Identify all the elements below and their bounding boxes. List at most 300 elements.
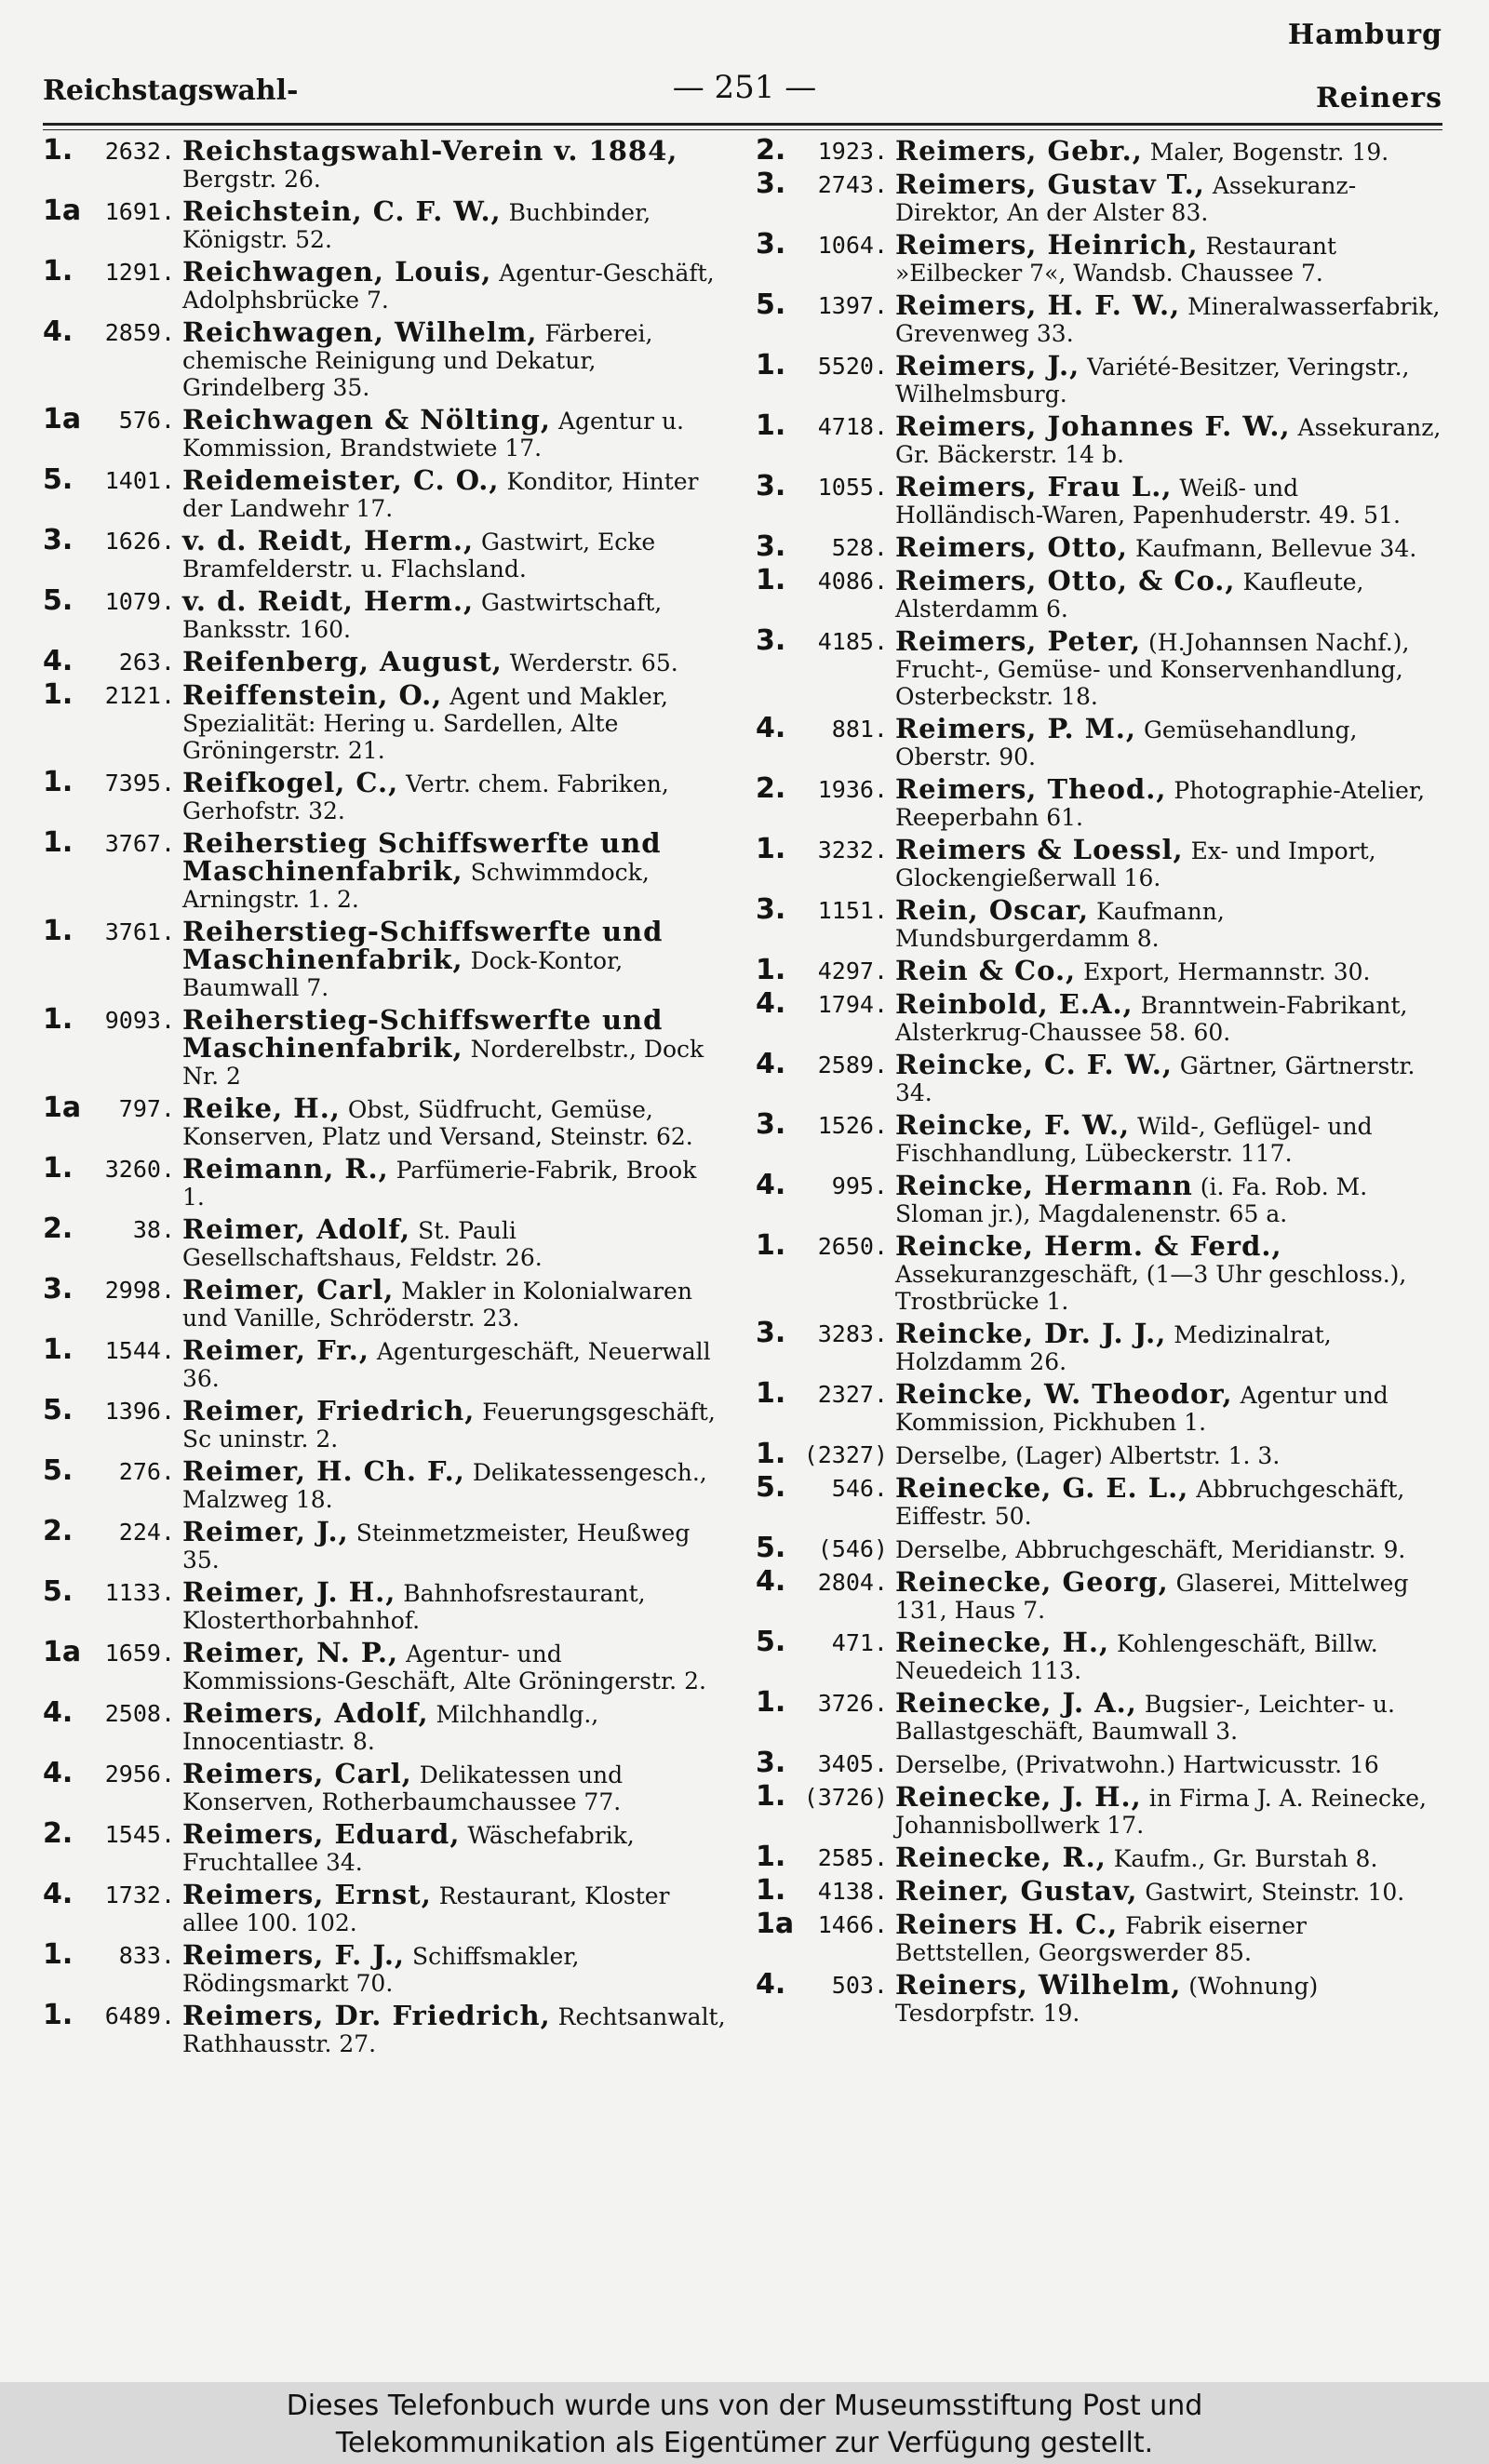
entry-name: Reiners, Wilhelm,: [895, 1969, 1182, 2001]
entry-number: 1151.: [817, 897, 888, 924]
directory-entry: [756, 1377, 1444, 1436]
entry-details: Färberei, chemische Reinigung und Dekatur, Grindelberg 35.: [182, 320, 653, 401]
directory-entry: [43, 1817, 726, 1876]
directory-entry: [43, 1999, 726, 2057]
entry-name: Reimer, J.,: [182, 1516, 349, 1547]
header-rule-thin: [43, 129, 1442, 130]
directory-entry: [756, 1532, 1444, 1564]
directory-entry: [43, 1636, 726, 1694]
entry-number: 1396.: [104, 1398, 175, 1425]
entry-name: Reimers, H. F. W.,: [895, 289, 1181, 321]
entry-name: Reike, H.,: [182, 1092, 341, 1124]
directory-entry: [756, 954, 1444, 986]
entry-number: 3726.: [817, 1690, 888, 1717]
entry-details: Fabrik eiserner Bettstellen, Georgswerder 85.: [895, 1912, 1307, 1966]
directory-entry: [43, 915, 726, 1001]
entry-name: Reichwagen & Nölting,: [182, 404, 551, 435]
entry-number: 1133.: [104, 1579, 175, 1606]
entry-name: Reimer, Carl,: [182, 1274, 395, 1306]
entry-class: 1.: [43, 915, 74, 947]
entry-details: in Firma J. A. Reinecke, Johannisbollwerk 17.: [895, 1785, 1427, 1839]
entry-number: 881.: [831, 716, 888, 743]
entry-number: 1055.: [817, 474, 888, 501]
entry-number: 1079.: [104, 588, 175, 615]
directory-entry: [43, 1696, 726, 1755]
entry-name: Reimer, Fr.,: [182, 1334, 369, 1366]
directory-entry: [756, 1317, 1444, 1375]
directory-entry: [43, 403, 726, 462]
entry-details: Glaserei, Mittelweg 131, Haus 7.: [895, 1570, 1409, 1624]
entry-class: 5.: [43, 463, 74, 496]
directory-entry: [43, 678, 726, 764]
directory-entry: [756, 1169, 1444, 1227]
entry-details: Kaufmann, Bellevue 34.: [1134, 535, 1417, 562]
entry-class: 1.: [756, 954, 786, 986]
directory-entry: [43, 1003, 726, 1090]
entry-details: Makler in Kolonialwaren und Vanille, Schröderstr. 23.: [182, 1278, 692, 1332]
entry-class: 5.: [756, 1471, 786, 1504]
directory-entry: [43, 194, 726, 253]
directory-entry: [43, 1454, 726, 1513]
entry-number: 276.: [118, 1458, 175, 1485]
footer-notice: [0, 2382, 1489, 2464]
entry-number: 797.: [118, 1095, 175, 1122]
entry-class: 1.: [756, 564, 786, 596]
entry-class: 3.: [43, 524, 74, 556]
left-column: [43, 134, 726, 2063]
entry-class: 1.: [43, 1003, 74, 1036]
entry-details: Abbruchgeschäft, Eiffestr. 50.: [895, 1476, 1405, 1530]
entry-class: 3.: [756, 530, 786, 563]
entry-name: Reinecke, Georg,: [895, 1566, 1169, 1598]
directory-entry: [756, 1841, 1444, 1873]
entry-number: 3232.: [817, 837, 888, 864]
entry-name: Reinecke, H.,: [895, 1627, 1110, 1658]
directory-entry: [43, 584, 726, 643]
entry-number: 503.: [831, 1972, 888, 1999]
entry-name: Reimers, Gebr.,: [895, 135, 1143, 167]
entry-class: 2.: [43, 1212, 74, 1245]
entry-name: Reimer, N. P.,: [182, 1637, 399, 1668]
entry-details: Export, Hermannstr. 30.: [1083, 958, 1371, 985]
entry-class: 3.: [756, 470, 786, 502]
entry-name: Reimers, Frau L.,: [895, 471, 1173, 502]
entry-number: 2743.: [817, 171, 888, 198]
entry-details: Feuerungsgeschäft, Sc uninstr. 2.: [182, 1399, 716, 1453]
entry-class: 4.: [756, 1565, 786, 1598]
entry-details: Milchhandlg., Innocentiastr. 8.: [182, 1701, 599, 1755]
entry-details: Bergstr. 26.: [182, 166, 321, 193]
entry-number: 224.: [118, 1519, 175, 1546]
directory-entry: [756, 1747, 1444, 1779]
directory-entry: [756, 134, 1444, 167]
directory-entry: [43, 645, 726, 677]
entry-class: 5.: [43, 1575, 74, 1608]
entry-details: Bugsier-, Leichter- u. Ballastgeschäft, Baumwall 3.: [895, 1691, 1395, 1745]
header-rule: [43, 123, 1442, 126]
entry-name: Reimers, Gustav T.,: [895, 168, 1205, 200]
entry-details: Konditor, Hinter der Landwehr 17.: [182, 468, 699, 522]
entry-details: Agent und Makler, Spezialität: Hering u. Sardellen, Alte Gröningerstr. 21.: [182, 683, 668, 764]
entry-details: Mineralwasserfabrik, Grevenweg 33.: [895, 293, 1441, 347]
entry-class: 1.: [756, 1841, 786, 1873]
entry-class: 2.: [43, 1515, 74, 1547]
directory-entry: [43, 524, 726, 583]
entry-number: 576.: [118, 407, 175, 434]
entry-name: Rein, Oscar,: [895, 894, 1090, 926]
entry-details: Restaurant, Kloster allee 100. 102.: [182, 1882, 670, 1936]
entry-name: Reichstagswahl-Verein v. 1884,: [182, 135, 678, 167]
directory-entry: [756, 1471, 1444, 1530]
entry-class: 1a: [43, 1636, 82, 1668]
directory-entry: [756, 987, 1444, 1046]
entry-name: Reifkogel, C.,: [182, 767, 399, 798]
entry-details: Gastwirt, Steinstr. 10.: [1145, 1879, 1405, 1906]
entry-number: 3260.: [104, 1156, 175, 1183]
entry-details: Wild-, Geflügel- und Fischhandlung, Lübeckerstr. 117.: [895, 1113, 1373, 1167]
entry-number: 471.: [831, 1629, 888, 1656]
entry-name: Reincke, W. Theodor,: [895, 1378, 1233, 1410]
footer-line-1: Dieses Telefonbuch wurde uns von der Museumsstiftung Post und: [286, 2390, 1203, 2422]
entry-number: 1466.: [817, 1911, 888, 1938]
entry-number: 7395.: [104, 770, 175, 797]
directory-entry: [43, 766, 726, 824]
entry-details: Kohlengeschäft, Billw. Neuedeich 113.: [895, 1630, 1378, 1684]
entry-name: Reimer, Friedrich,: [182, 1395, 476, 1426]
entry-number: 2508.: [104, 1700, 175, 1727]
entry-number: 2956.: [104, 1761, 175, 1788]
entry-name: Reiner, Gustav,: [895, 1875, 1138, 1907]
entry-class: 1.: [756, 1874, 786, 1907]
directory-entry: [43, 463, 726, 522]
entry-name: Reinecke, G. E. L.,: [895, 1472, 1189, 1504]
entry-name: Reincke, Hermann: [895, 1170, 1193, 1201]
directory-entry: [43, 1878, 726, 1936]
footer-line-2: Telekommunikation als Eigentümer zur Verfügung gestellt.: [335, 2427, 1154, 2459]
entry-class: 4.: [756, 712, 786, 744]
entry-number: (546): [817, 1535, 888, 1562]
directory-entry: [43, 1152, 726, 1211]
entry-name: Reiherstieg Schiffswerfte und Maschinenfabrik,: [182, 827, 662, 887]
entry-number: 2650.: [817, 1233, 888, 1260]
entry-number: 4138.: [817, 1878, 888, 1905]
entry-number: 2859.: [104, 319, 175, 346]
entry-class: 4.: [756, 987, 786, 1020]
directory-entry: [756, 1048, 1444, 1106]
entry-details: Photographie-Atelier, Reeperbahn 61.: [895, 777, 1426, 831]
entry-class: 1.: [756, 1686, 786, 1719]
entry-details: Bahnhofsrestaurant, Klosterthorbahnhof.: [182, 1580, 646, 1634]
entry-name: Reichwagen, Louis,: [182, 256, 492, 288]
entry-name: Reimers, Theod.,: [895, 773, 1167, 805]
directory-entry: [756, 1438, 1444, 1470]
entry-class: 1.: [756, 409, 786, 442]
entry-name: Reidemeister, C. O.,: [182, 464, 500, 496]
entry-number: 1291.: [104, 259, 175, 286]
entry-details: Werderstr. 65.: [509, 649, 678, 676]
entry-number: 1936.: [817, 776, 888, 803]
entry-number: (3726): [803, 1784, 888, 1811]
entry-name: Reimers, P. M.,: [895, 713, 1136, 744]
entry-class: 1.: [43, 678, 74, 711]
entry-number: 2585.: [817, 1844, 888, 1871]
header-right-title: Reiners: [1315, 82, 1442, 114]
entry-name: Reimers, Heinrich,: [895, 229, 1199, 261]
entry-class: 3.: [756, 893, 786, 926]
entry-details: Maler, Bogenstr. 19.: [1149, 139, 1389, 166]
entry-name: Reincke, Dr. J. J.,: [895, 1318, 1167, 1349]
entry-number: 5520.: [817, 353, 888, 380]
entry-name: Reiherstieg-Schiffswerfte und Maschinenfabrik,: [182, 916, 664, 975]
entry-name: Reichstein, C. F. W.,: [182, 195, 502, 227]
entry-number: 263.: [118, 649, 175, 676]
entry-name: Reimers, Ernst,: [182, 1879, 432, 1910]
entry-class: 1.: [43, 1938, 74, 1971]
directory-entry: [756, 1686, 1444, 1745]
directory-entry: [43, 1091, 726, 1150]
directory-entry: [43, 1757, 726, 1815]
entry-details: Delikatessengesch., Malzweg 18.: [182, 1459, 707, 1513]
entry-name: Reichwagen, Wilhelm,: [182, 316, 538, 348]
entry-details: Gastwirt, Ecke Bramfelderstr. u. Flachsland.: [182, 529, 656, 583]
entry-details: Schiffsmakler, Rödingsmarkt 70.: [182, 1943, 580, 1997]
entry-details: Agentur-Geschäft, Adolphsbrücke 7.: [182, 260, 715, 314]
entry-number: 3761.: [104, 918, 175, 945]
entry-class: 5.: [756, 288, 786, 321]
entry-name: Reimer, Adolf,: [182, 1213, 411, 1245]
entry-name: Reimers, Peter,: [895, 625, 1142, 657]
entry-details: Gärtner, Gärtnerstr. 34.: [895, 1052, 1415, 1106]
entry-class: 1.: [756, 833, 786, 865]
entry-details: Vertr. chem. Fabriken, Gerhofstr. 32.: [182, 770, 669, 824]
entry-class: 4.: [43, 1757, 74, 1789]
entry-name: Reinecke, J. H.,: [895, 1781, 1142, 1813]
entry-name: Reincke, F. W.,: [895, 1109, 1131, 1141]
entry-number: 3405.: [817, 1750, 888, 1777]
entry-class: 1.: [43, 134, 74, 167]
entry-details: Agentur u. Kommission, Brandstwiete 17.: [182, 408, 684, 462]
entry-class: 1a: [756, 1908, 795, 1940]
directory-entry: [43, 1515, 726, 1573]
entry-details: Assekuranz, Gr. Bäckerstr. 14 b.: [895, 414, 1442, 468]
directory-entry: [756, 1626, 1444, 1684]
entry-name: v. d. Reidt, Herm.,: [182, 585, 475, 617]
entry-class: 1.: [43, 1333, 74, 1366]
entry-class: 1.: [756, 349, 786, 382]
directory-entry: [43, 1273, 726, 1332]
directory-entry: [756, 167, 1444, 226]
entry-class: 1a: [43, 403, 82, 435]
directory-entry: [43, 1938, 726, 1997]
entry-class: 4.: [43, 315, 74, 348]
entry-details: Restaurant »Eilbecker 7«, Wandsb. Chaussee 7.: [895, 233, 1337, 287]
entry-class: 2.: [43, 1817, 74, 1850]
directory-entry: [43, 1394, 726, 1453]
entry-number: 4718.: [817, 413, 888, 440]
entry-class: 1a: [43, 194, 82, 227]
entry-number: 4086.: [817, 568, 888, 595]
directory-entry: [43, 255, 726, 314]
entry-details: Medizinalrat, Holzdamm 26.: [895, 1321, 1332, 1375]
entry-name: Reimer, J. H.,: [182, 1576, 396, 1608]
entry-details: Parfümerie-Fabrik, Brook 1.: [182, 1157, 697, 1211]
entry-name: Reimers & Loessl,: [895, 834, 1184, 865]
entry-name: Reimers, Dr. Friedrich,: [182, 2000, 551, 2031]
entry-details: Gemüsehandlung, Oberstr. 90.: [895, 716, 1358, 770]
directory-entry: [756, 893, 1444, 952]
directory-entry: [756, 288, 1444, 347]
entry-name: Reimers, Eduard,: [182, 1818, 461, 1850]
entry-details: Agenturgeschäft, Neuerwall 36.: [182, 1338, 711, 1392]
entry-details: Ex- und Import, Glockengießerwall 16.: [895, 837, 1376, 891]
directory-entry: [43, 1212, 726, 1271]
directory-entry: [756, 1229, 1444, 1315]
entry-name: Reimer, H. Ch. F.,: [182, 1455, 465, 1487]
entry-name: Reincke, Herm. & Ferd.,: [895, 1230, 1282, 1262]
entry-number: 1401.: [104, 467, 175, 494]
directory-entry: [756, 349, 1444, 408]
entry-number: 1397.: [817, 292, 888, 319]
header-city: Hamburg: [1287, 19, 1442, 51]
directory-entry: [756, 833, 1444, 891]
entry-name: Reimann, R.,: [182, 1153, 389, 1185]
entry-details: Weiß- und Holländisch-Waren, Papenhuderstr. 49. 51.: [895, 475, 1401, 529]
directory-entry: [756, 409, 1444, 468]
entry-name: Rein & Co.,: [895, 955, 1077, 986]
directory-entry: [756, 530, 1444, 563]
entry-class: 1.: [756, 1229, 786, 1262]
entry-name: Reimers, Otto,: [895, 531, 1128, 563]
entry-name: Reimers, F. J.,: [182, 1939, 406, 1971]
entry-name: Reiffenstein, O.,: [182, 679, 443, 711]
entry-details: (i. Fa. Rob. M. Sloman jr.), Magdalenenstr. 65 a.: [895, 1173, 1368, 1227]
entry-details: Buchbinder, Königstr. 52.: [182, 199, 651, 253]
directory-entry: [756, 1565, 1444, 1624]
entry-name: Reimers, J.,: [895, 350, 1080, 382]
entry-details: (H.Johannsen Nachf.), Frucht-, Gemüse- und Konservenhandlung, Osterbeckstr. 18.: [895, 629, 1410, 710]
entry-number: 1544.: [104, 1337, 175, 1364]
page-number: — 251 —: [672, 69, 817, 106]
entry-class: 3.: [756, 1108, 786, 1141]
entry-name: Reimers, Carl,: [182, 1758, 412, 1789]
entry-name: Reinecke, J. A.,: [895, 1687, 1137, 1719]
entry-number: 2121.: [104, 682, 175, 709]
entry-number: 1526.: [817, 1112, 888, 1139]
entry-name: v. d. Reidt, Herm.,: [182, 525, 475, 556]
entry-class: 1.: [43, 255, 74, 288]
entry-class: 1.: [43, 1999, 74, 2031]
entry-class: 3.: [756, 1317, 786, 1349]
entry-number: 2327.: [817, 1381, 888, 1408]
entry-number: 995.: [831, 1172, 888, 1199]
directory-entry: [756, 564, 1444, 623]
entry-class: 1.: [756, 1438, 786, 1470]
entry-class: 5.: [43, 1454, 74, 1487]
entry-class: 5.: [43, 584, 74, 617]
directory-entry: [43, 826, 726, 913]
entry-name: Reifenberg, August,: [182, 646, 503, 677]
entry-details: Assekuranz-Direktor, An der Alster 83.: [895, 172, 1357, 226]
directory-entry: [756, 772, 1444, 831]
directory-entry: [43, 315, 726, 401]
entry-number: 9093.: [104, 1007, 175, 1034]
directory-entry: [756, 1908, 1444, 1966]
entry-number: 3283.: [817, 1320, 888, 1347]
entry-name: Reimers, Johannes F. W.,: [895, 410, 1291, 442]
entry-details: Branntwein-Fabrikant, Alsterkrug-Chaussee 58. 60.: [895, 992, 1408, 1046]
entry-class: 4.: [756, 1048, 786, 1080]
entry-class: 1.: [43, 766, 74, 798]
entry-name: Reimers, Adolf,: [182, 1697, 429, 1729]
entry-details: Schwimmdock, Arningstr. 1. 2.: [182, 859, 650, 913]
entry-number: 833.: [118, 1942, 175, 1969]
entry-details: Variété-Besitzer, Veringstr., Wilhelmsburg.: [895, 354, 1410, 408]
entry-number: 6489.: [104, 2002, 175, 2029]
entry-details: Obst, Südfrucht, Gemüse, Konserven, Platz und Versand, Steinstr. 62.: [182, 1096, 693, 1150]
entry-class: 3.: [43, 1273, 74, 1306]
entry-details: Wäschefabrik, Fruchtallee 34.: [182, 1822, 635, 1876]
entry-number: 528.: [831, 534, 888, 561]
directory-entry: [756, 1874, 1444, 1907]
entry-number: 1691.: [104, 198, 175, 225]
entry-class: 4.: [43, 1878, 74, 1910]
entry-class: 1.: [756, 1780, 786, 1813]
entry-details: Rechtsanwalt, Rathhausstr. 27.: [182, 2003, 726, 2057]
entry-number: 1732.: [104, 1881, 175, 1908]
entry-number: 2998.: [104, 1277, 175, 1304]
directory-entry: [756, 470, 1444, 529]
entry-details: Agentur und Kommission, Pickhuben 1.: [895, 1382, 1388, 1436]
entry-details: Gastwirtschaft, Banksstr. 160.: [182, 589, 663, 643]
directory-entry: [43, 1575, 726, 1634]
entry-name: Reincke, C. F. W.,: [895, 1049, 1173, 1080]
entry-number: 2589.: [817, 1051, 888, 1078]
entry-details: Kaufm., Gr. Burstah 8.: [1113, 1845, 1378, 1872]
entry-class: 1.: [756, 1377, 786, 1410]
entry-class: 5.: [756, 1626, 786, 1658]
entry-number: 2804.: [817, 1569, 888, 1596]
entry-class: 3.: [756, 167, 786, 200]
entry-details: (Wohnung) Tesdorpfstr. 19.: [895, 1973, 1319, 2027]
entry-number: 4297.: [817, 957, 888, 984]
entry-class: 3.: [756, 228, 786, 261]
entry-number: 1659.: [104, 1640, 175, 1667]
directory-entry: [756, 1780, 1444, 1839]
directory-entry: [43, 1333, 726, 1392]
entry-details: Dock-Kontor, Baumwall 7.: [182, 947, 624, 1001]
directory-entry: [756, 1968, 1444, 2027]
entry-class: 4.: [756, 1968, 786, 2001]
entry-details: Agentur- und Kommissions-Geschäft, Alte Gröningerstr. 2.: [182, 1640, 706, 1694]
entry-class: 1.: [43, 1152, 74, 1185]
entry-number: 1626.: [104, 528, 175, 555]
entry-number: (2327): [803, 1441, 888, 1468]
entry-class: 4.: [43, 645, 74, 677]
directory-entry: [756, 1108, 1444, 1167]
entry-details: Kaufmann, Mundsburgerdamm 8.: [895, 898, 1225, 952]
entry-number: 1064.: [817, 232, 888, 259]
entry-class: 4.: [43, 1696, 74, 1729]
right-column: [756, 134, 1444, 2032]
entry-number: 1923.: [817, 138, 888, 165]
entry-details: Derselbe, (Lager) Albertstr. 1. 3.: [895, 1442, 1281, 1469]
entry-class: 1a: [43, 1091, 82, 1124]
entry-class: 5.: [756, 1532, 786, 1564]
entry-number: 4185.: [817, 628, 888, 655]
entry-number: 1794.: [817, 991, 888, 1018]
directory-entry: [756, 712, 1444, 770]
directory-entry: [43, 134, 726, 193]
